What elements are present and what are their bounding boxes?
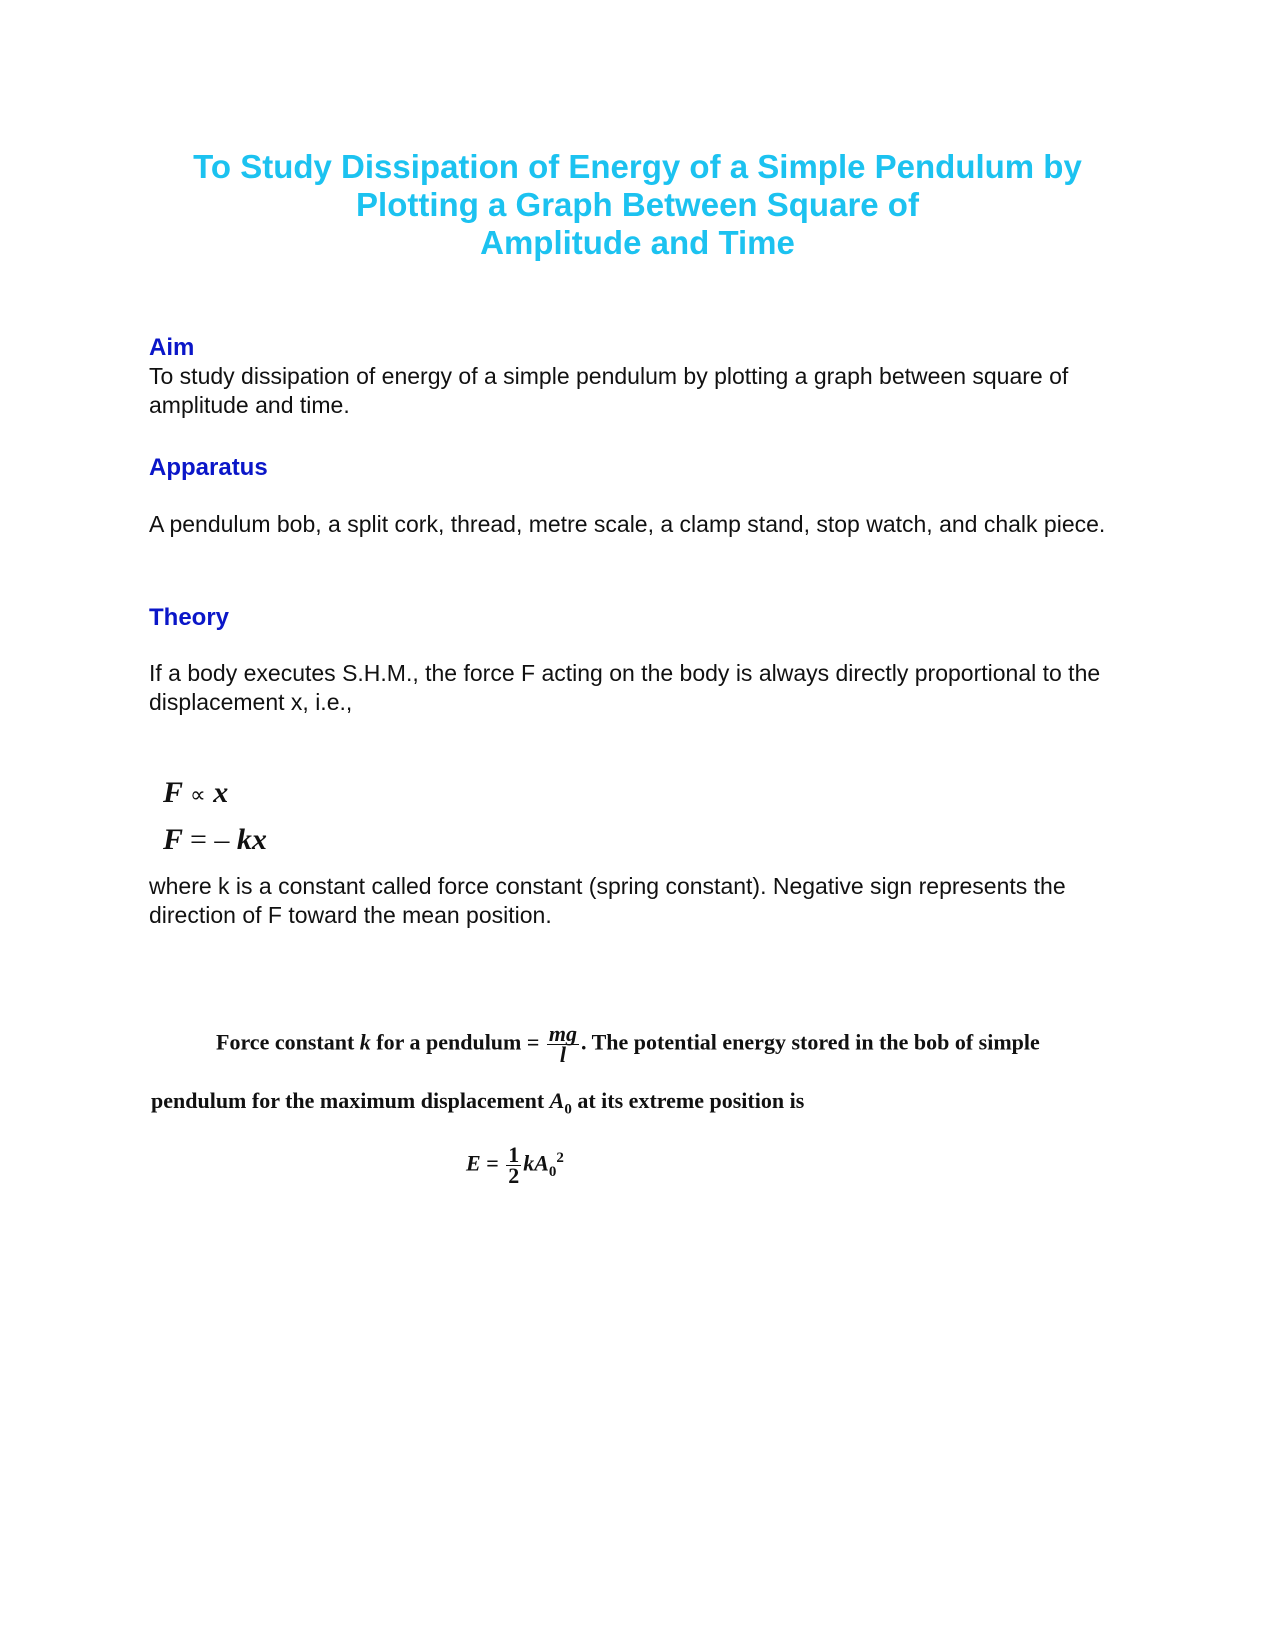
eq1-operator: ∝ — [189, 782, 206, 807]
force-constant-line — [216, 1021, 1040, 1067]
fraction-denominator: l — [559, 1042, 567, 1067]
half-denominator: 2 — [508, 1163, 520, 1188]
energy-equals: = — [480, 1150, 505, 1176]
one-half-fraction — [506, 1142, 521, 1188]
energy-superscript: 2 — [556, 1150, 564, 1167]
force-line-middle: for a pendulum = — [370, 1029, 545, 1055]
amplitude-subscript: 0 — [564, 1101, 572, 1118]
pendulum-displacement-line — [151, 1088, 804, 1122]
energy-subscript: 0 — [548, 1163, 557, 1180]
title-line-3: Amplitude and Time — [480, 224, 795, 261]
force-equation — [163, 823, 267, 857]
eq1-lhs: F — [163, 776, 183, 809]
eq2-rhs: kx — [236, 823, 267, 856]
mg-over-l-fraction — [547, 1021, 579, 1067]
document-title — [0, 148, 1275, 262]
theory-heading: Theory — [149, 604, 230, 631]
fraction-numerator: mg — [548, 1021, 578, 1046]
potential-energy-equation — [466, 1142, 564, 1188]
eq2-operator: = – — [189, 823, 230, 856]
force-line-k: k — [359, 1029, 371, 1055]
energy-symbol: E — [466, 1150, 481, 1176]
force-line-prefix: Force constant — [216, 1029, 360, 1055]
amplitude-symbol: A — [549, 1088, 565, 1113]
aim-text: To study dissipation of energy of a simple pendulum by plotting a graph between square of amplitude and time. — [149, 363, 1069, 418]
proportionality-equation — [163, 776, 228, 812]
theory-text: If a body executes S.H.M., the force F acting on the body is always directly proportional to the displacement x, i.e., — [149, 660, 1101, 715]
half-numerator: 1 — [508, 1142, 520, 1167]
eq2-lhs: F — [163, 823, 183, 856]
eq1-rhs: x — [213, 776, 229, 809]
apparatus-text: A pendulum bob, a split cork, thread, metre scale, a clamp stand, stop watch, and chalk piece. — [149, 511, 1106, 537]
k-amplitude: kA — [523, 1150, 549, 1176]
aim-heading: Aim — [149, 334, 195, 361]
title-line-1: To Study Dissipation of Energy of a Simple Pendulum by — [193, 148, 1082, 185]
pendulum-line-prefix: pendulum for the maximum displacement — [151, 1088, 550, 1113]
apparatus-heading: Apparatus — [149, 454, 268, 481]
force-constant-explanation: where k is a constant called force constant (spring constant). Negative sign represents the direction of F toward the mean position. — [149, 873, 1066, 928]
force-line-suffix: . The potential energy stored in the bob of simple — [581, 1029, 1040, 1055]
pendulum-line-suffix: at its extreme position is — [571, 1088, 805, 1113]
title-line-2: Plotting a Graph Between Square of — [356, 186, 919, 223]
